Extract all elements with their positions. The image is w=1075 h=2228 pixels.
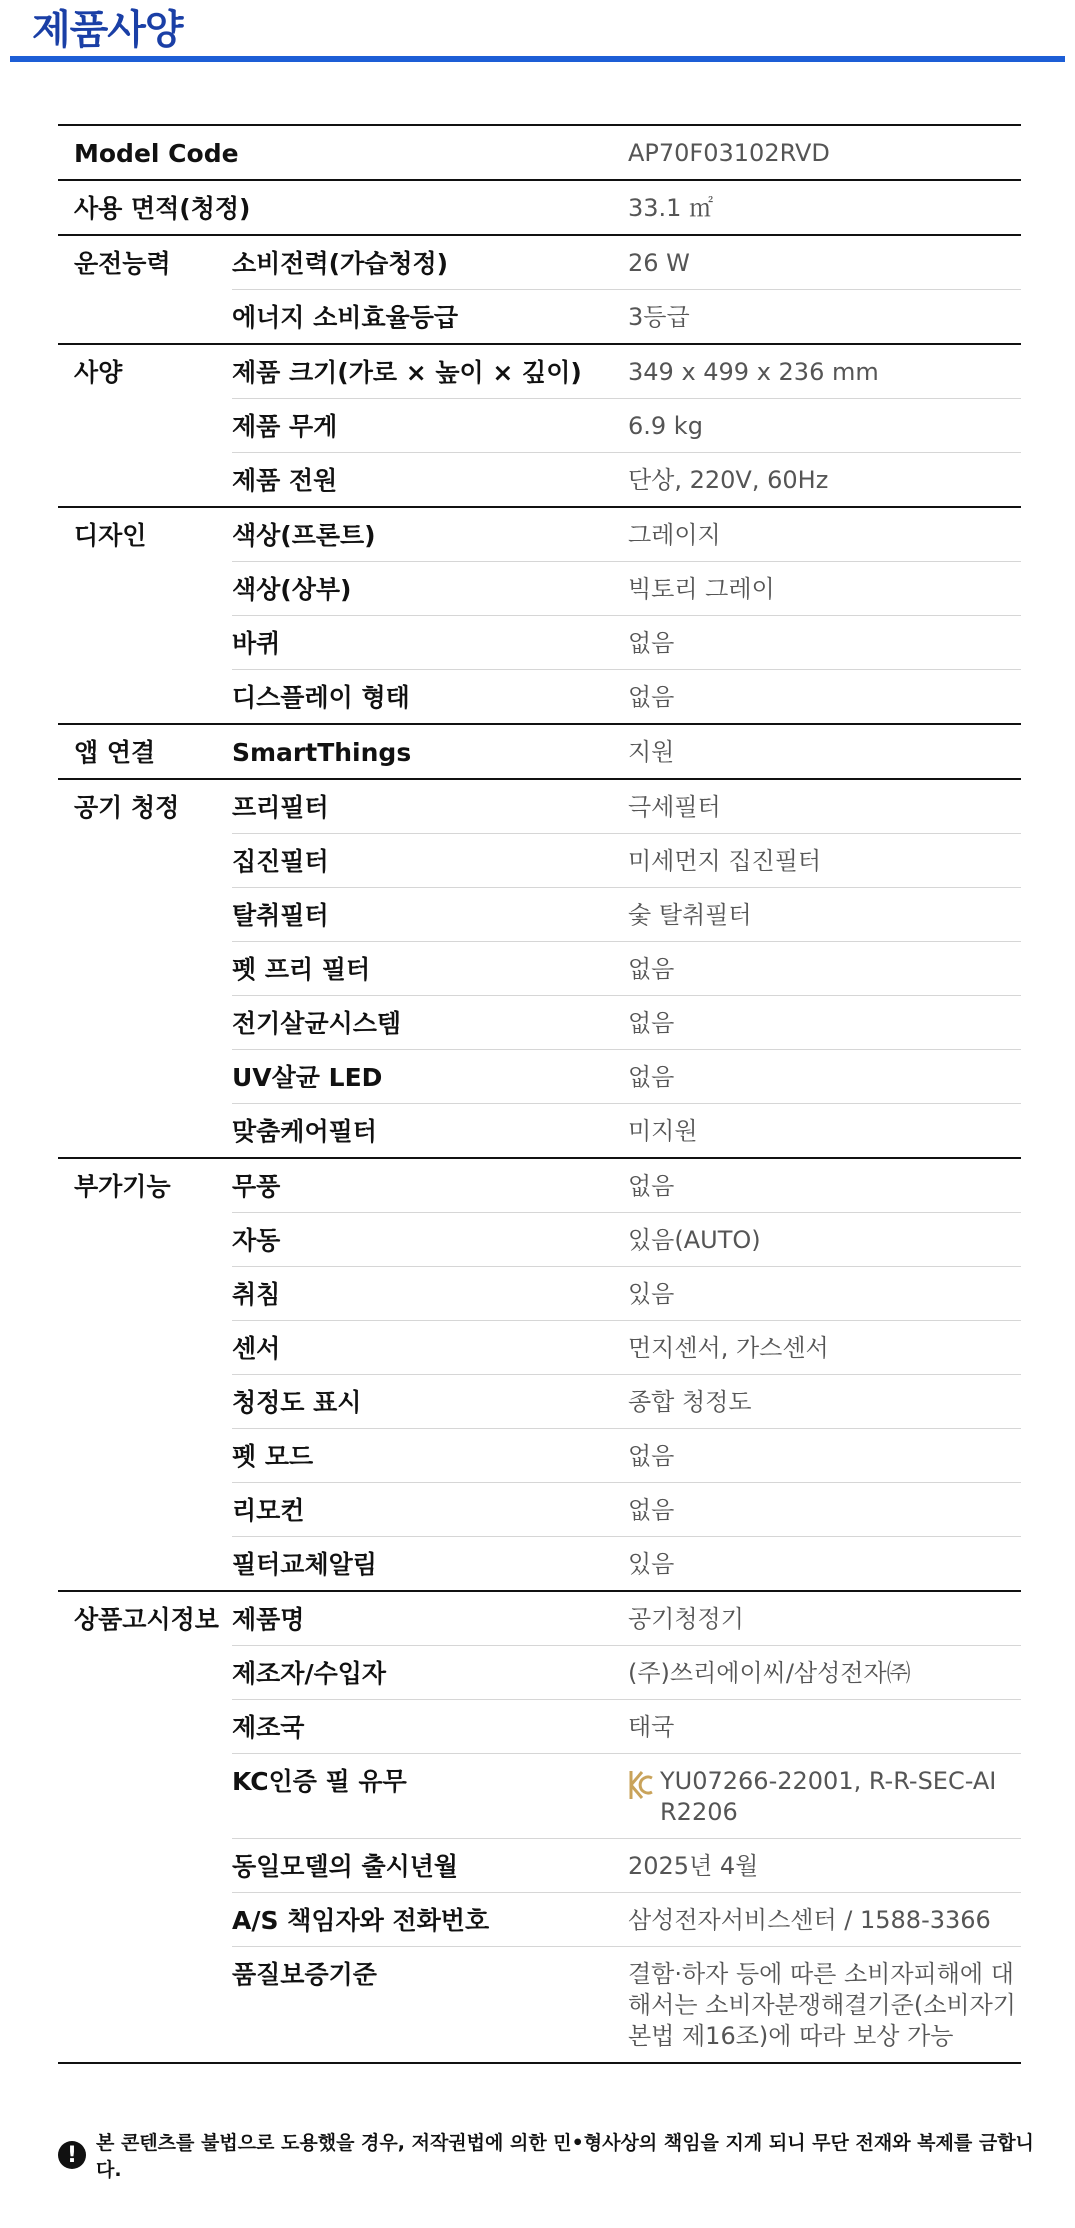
spec-value: 있음 <box>628 1267 1021 1321</box>
spec-category <box>58 834 232 888</box>
spec-row <box>58 996 1021 1050</box>
spec-label: 품질보증기준 <box>232 1947 628 2064</box>
spec-label: 사용 면적(청정) <box>58 180 628 235</box>
spec-row <box>58 507 1021 562</box>
spec-row <box>58 888 1021 942</box>
spec-category <box>58 1700 232 1754</box>
spec-category <box>58 616 232 670</box>
title-underline <box>10 56 1065 62</box>
spec-label: SmartThings <box>232 724 628 779</box>
spec-label: 자동 <box>232 1213 628 1267</box>
spec-category <box>58 562 232 616</box>
spec-label: 청정도 표시 <box>232 1375 628 1429</box>
spec-value: 있음 <box>628 1537 1021 1592</box>
spec-row <box>58 180 1021 235</box>
spec-value: 빅토리 그레이 <box>628 562 1021 616</box>
spec-category <box>58 1947 232 2064</box>
spec-label: 집진필터 <box>232 834 628 888</box>
spec-row <box>58 1537 1021 1592</box>
spec-label: UV살균 LED <box>232 1050 628 1104</box>
spec-value: 없음 <box>628 942 1021 996</box>
spec-category <box>58 1537 232 1592</box>
spec-row <box>58 1429 1021 1483</box>
spec-category <box>58 670 232 725</box>
spec-label: 제품 무게 <box>232 399 628 453</box>
spec-category: 상품고시정보 <box>58 1591 232 1646</box>
spec-row <box>58 1893 1021 1947</box>
notice-text: 본 콘텐츠를 불법으로 도용했을 경우, 저작권법에 의한 민•형사상의 책임을 지게 되니 무단 전재와 복제를 금합니다. <box>96 2132 1034 2181</box>
spec-row <box>58 1213 1021 1267</box>
spec-row <box>58 1839 1021 1893</box>
spec-row <box>58 1321 1021 1375</box>
spec-row <box>58 779 1021 834</box>
spec-value: 없음 <box>628 996 1021 1050</box>
spec-row <box>58 1267 1021 1321</box>
spec-category <box>58 1839 232 1893</box>
spec-label: 제품명 <box>232 1591 628 1646</box>
spec-row <box>58 290 1021 345</box>
spec-value: 극세필터 <box>628 779 1021 834</box>
spec-label: 취침 <box>232 1267 628 1321</box>
spec-category <box>58 942 232 996</box>
spec-category <box>58 1267 232 1321</box>
spec-category <box>58 888 232 942</box>
spec-category <box>58 1754 232 1839</box>
spec-value: 6.9 kg <box>628 399 1021 453</box>
spec-value: 지원 <box>628 724 1021 779</box>
spec-label: A/S 책임자와 전화번호 <box>232 1893 628 1947</box>
spec-category: 운전능력 <box>58 235 232 290</box>
spec-table <box>58 124 1021 2064</box>
spec-category <box>58 1050 232 1104</box>
spec-value: 그레이지 <box>628 507 1021 562</box>
spec-value: 태국 <box>628 1700 1021 1754</box>
spec-row <box>58 1754 1021 1839</box>
spec-value: 26 W <box>628 235 1021 290</box>
spec-value: 숯 탈취필터 <box>628 888 1021 942</box>
spec-category <box>58 1429 232 1483</box>
spec-label: 제품 크기(가로 × 높이 × 깊이) <box>232 344 628 399</box>
spec-label: 제품 전원 <box>232 453 628 508</box>
spec-category <box>58 1213 232 1267</box>
spec-value: 3등급 <box>628 290 1021 345</box>
exclamation-icon: ! <box>58 2141 86 2169</box>
spec-value: 단상, 220V, 60Hz <box>628 453 1021 508</box>
spec-label: 무풍 <box>232 1158 628 1213</box>
spec-label: 제조국 <box>232 1700 628 1754</box>
spec-category: 디자인 <box>58 507 232 562</box>
spec-value: 없음 <box>628 670 1021 725</box>
spec-row <box>58 344 1021 399</box>
spec-value: 있음(AUTO) <box>628 1213 1021 1267</box>
spec-category <box>58 1321 232 1375</box>
spec-category: 사양 <box>58 344 232 399</box>
kc-number-text: YU07266-22001, R-R-SEC-AI R2206 <box>660 1767 997 1826</box>
spec-label: 에너지 소비효율등급 <box>232 290 628 345</box>
spec-value: (주)쓰리에이씨/삼성전자㈜ <box>628 1646 1021 1700</box>
spec-row <box>58 1050 1021 1104</box>
spec-label: 탈취필터 <box>232 888 628 942</box>
spec-label: 바퀴 <box>232 616 628 670</box>
spec-value <box>628 1754 1021 1839</box>
spec-label: Model Code <box>58 125 628 180</box>
spec-row <box>58 834 1021 888</box>
spec-category <box>58 1893 232 1947</box>
spec-row <box>58 453 1021 508</box>
spec-row <box>58 942 1021 996</box>
spec-row <box>58 1947 1021 2064</box>
spec-category <box>58 1104 232 1159</box>
spec-label: KC인증 필 유무 <box>232 1754 628 1839</box>
spec-label: 색상(프론트) <box>232 507 628 562</box>
spec-value: 결함·하자 등에 따른 소비자피해에 대해서는 소비자분쟁해결기준(소비자기본법 제16조)에 따라 보상 가능 <box>628 1947 1021 2064</box>
spec-row <box>58 1375 1021 1429</box>
spec-category <box>58 453 232 508</box>
spec-label: 필터교체알림 <box>232 1537 628 1592</box>
spec-label: 소비전력(가습청정) <box>232 235 628 290</box>
spec-row <box>58 1483 1021 1537</box>
spec-row <box>58 562 1021 616</box>
spec-value: 미세먼지 집진필터 <box>628 834 1021 888</box>
spec-row <box>58 724 1021 779</box>
spec-value: 349 x 499 x 236 mm <box>628 344 1021 399</box>
spec-category <box>58 399 232 453</box>
spec-value: 먼지센서, 가스센서 <box>628 1321 1021 1375</box>
spec-label: 프리필터 <box>232 779 628 834</box>
spec-category: 앱 연결 <box>58 724 232 779</box>
spec-label: 색상(상부) <box>232 562 628 616</box>
spec-value: 삼성전자서비스센터 / 1588-3366 <box>628 1893 1021 1947</box>
spec-row <box>58 1104 1021 1159</box>
spec-label: 맞춤케어필터 <box>232 1104 628 1159</box>
spec-row <box>58 1158 1021 1213</box>
spec-value: 없음 <box>628 1429 1021 1483</box>
spec-row <box>58 399 1021 453</box>
spec-row <box>58 616 1021 670</box>
spec-category: 부가기능 <box>58 1158 232 1213</box>
spec-value: 33.1 ㎡ <box>628 180 1021 235</box>
spec-label: 센서 <box>232 1321 628 1375</box>
spec-value: 없음 <box>628 1483 1021 1537</box>
spec-row <box>58 125 1021 180</box>
spec-label: 전기살균시스템 <box>232 996 628 1050</box>
spec-row <box>58 235 1021 290</box>
spec-value: 공기청정기 <box>628 1591 1021 1646</box>
spec-value: 2025년 4월 <box>628 1839 1021 1893</box>
spec-label: 디스플레이 형태 <box>232 670 628 725</box>
spec-label: 리모컨 <box>232 1483 628 1537</box>
spec-category <box>58 1483 232 1537</box>
spec-label: 제조자/수입자 <box>232 1646 628 1700</box>
page-title: 제품사양 <box>32 7 183 53</box>
spec-label: 펫 프리 필터 <box>232 942 628 996</box>
spec-value: 종합 청정도 <box>628 1375 1021 1429</box>
spec-value: 없음 <box>628 1050 1021 1104</box>
kc-certification-icon <box>628 1768 654 1802</box>
spec-value: 없음 <box>628 616 1021 670</box>
spec-row <box>58 1700 1021 1754</box>
spec-category: 공기 청정 <box>58 779 232 834</box>
spec-category <box>58 1646 232 1700</box>
spec-value: 미지원 <box>628 1104 1021 1159</box>
spec-row <box>58 670 1021 725</box>
spec-category <box>58 1375 232 1429</box>
spec-value: AP70F03102RVD <box>628 125 1021 180</box>
copyright-notice <box>58 2128 1038 2182</box>
spec-row <box>58 1591 1021 1646</box>
spec-row <box>58 1646 1021 1700</box>
spec-label: 펫 모드 <box>232 1429 628 1483</box>
spec-category <box>58 996 232 1050</box>
spec-value: 없음 <box>628 1158 1021 1213</box>
spec-category <box>58 290 232 345</box>
spec-label: 동일모델의 출시년월 <box>232 1839 628 1893</box>
